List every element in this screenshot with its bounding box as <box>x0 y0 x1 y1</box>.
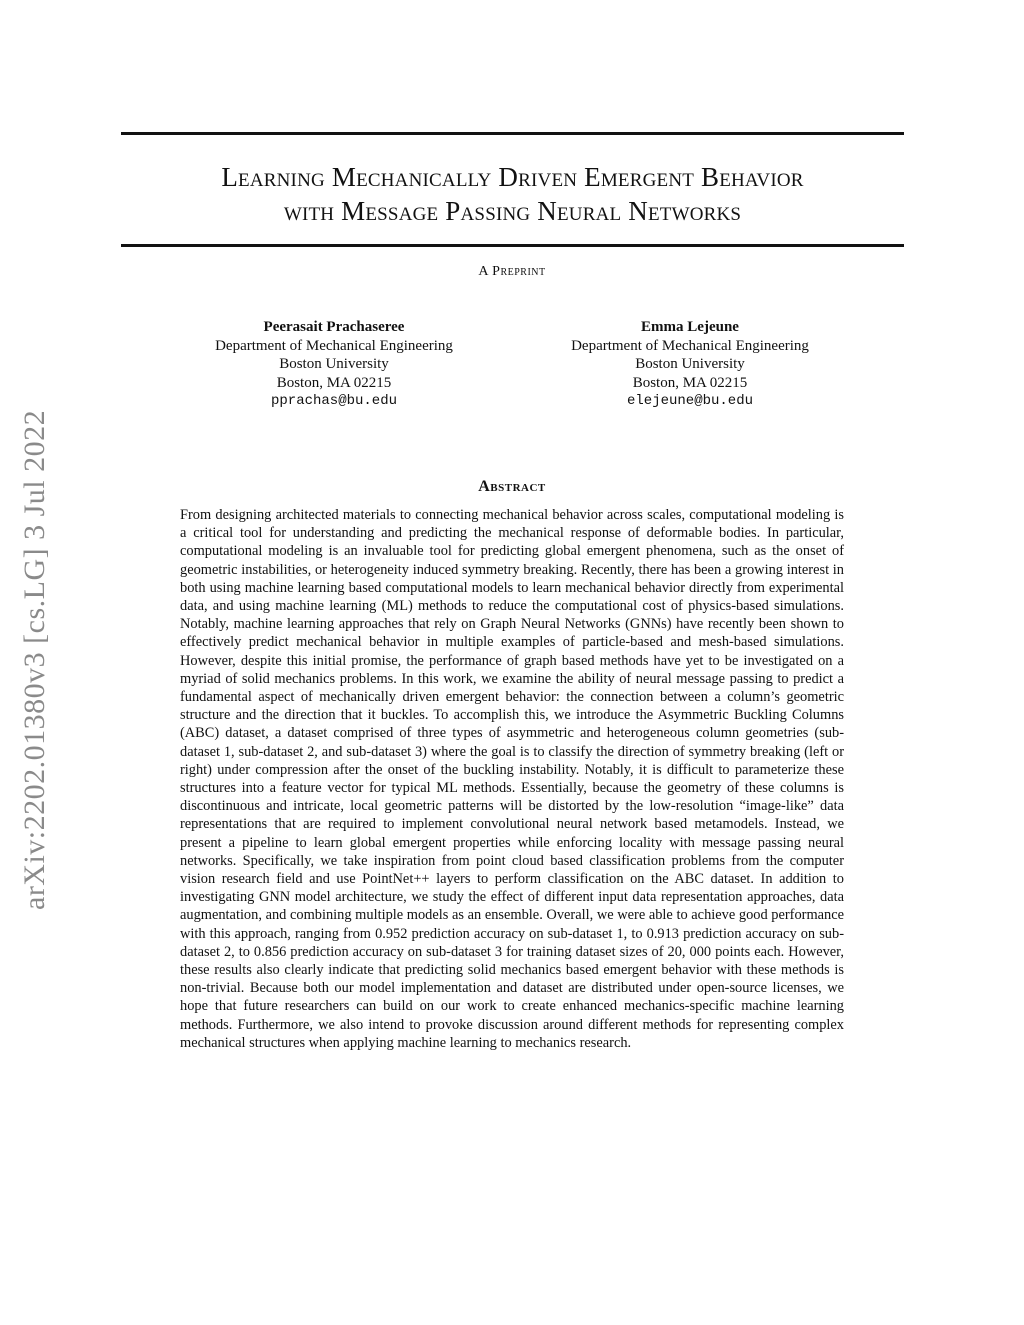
author-email[interactable]: elejeune@bu.edu <box>626 393 754 409</box>
author-block-1 <box>174 318 494 411</box>
author-university: Boston University <box>279 356 389 372</box>
arxiv-identifier-stamp: arXiv:2202.01380v3 [cs.LG] 3 Jul 2022 <box>18 409 51 910</box>
title-top-rule <box>121 132 904 135</box>
paper-title-line-1: Learning Mechanically Driven Emergent Behavior <box>221 162 804 192</box>
author-university: Boston University <box>635 356 745 372</box>
title-bottom-rule <box>121 244 904 247</box>
author-block-2 <box>530 318 850 411</box>
author-email[interactable]: pprachas@bu.edu <box>270 393 398 409</box>
author-location: Boston, MA 02215 <box>632 374 748 391</box>
author-name: Peerasait Prachaseree <box>263 319 405 335</box>
paper-title-line-2: with Message Passing Neural Networks <box>283 196 742 226</box>
author-department: Department of Mechanical Engineering <box>215 337 453 354</box>
preprint-label: A Preprint <box>478 264 546 279</box>
paper-title <box>121 160 904 228</box>
abstract-body: From designing architected materials to connecting mechanical behavior across scales, computational modeling is a critical tool for understanding and predicting the mechanical response of deformable bodies. In particular, computational modeling is an invaluable tool for predicting global emergent phenomena, such as the onset of geometric instabilities, or heterogeneity induced symmetry breaking. Recently, there has been a growing interest in both using machine learning based computational models to learn mechanical behavior directly from experimental data, and using machine learning (ML) methods to reduce the computational cost of physics-based simulations. Notably, machine learning approaches that rely on Graph Neural Networks (GNNs) have recently been shown to effectively predict mechanical behavior in multiple examples of particle-based and mesh-based simulations. However, despite this initial promise, the performance of graph based methods have yet to be investigated on a myriad of solid mechanics problems. In this work, we examine the ability of neural message passing to predict a fundamental aspect of mechanically driven emergent behavior: the connection between a column’s geometric structure and the direction that it buckles. To accomplish this, we introduce the Asymmetric Buckling Columns (ABC) dataset, a dataset comprised of three types of asymmetric and heterogeneous column geometries (sub-dataset 1, sub-dataset 2, and sub-dataset 3) where the goal is to classify the direction of symmetry breaking (left or right) under compression after the onset of the buckling instability. Notably, it is difficult to parameterize these structures into a feature vector for typical ML methods. Essentially, because the geometry of these columns is discontinuous and intricate, local geometric patterns will be distorted by the low-resolution “image-like” data representations that are required to implement convolutional neural network based metamodels. Instead, we present a pipeline to learn global emergent properties while enforcing locality with message passing neural networks. Specifically, we take inspiration from point cloud based classification problems from the computer vision research field and use PointNet++ layers to perform classification on the ABC dataset. In addition to investigating GNN model architecture, we study the effect of different input data representation approaches, data augmentation, and combining multiple models as an ensemble. Overall, we were able to achieve good performance with this approach, ranging from 0.952 prediction accuracy on sub-dataset 1, to 0.913 prediction accuracy on sub-dataset 2, to 0.856 prediction accuracy on sub-dataset 3 for training dataset sizes of 20, 000 points each. However, these results also clearly indicate that predicting solid mechanics based emergent behavior with these methods is non-trivial. Because both our model implementation and dataset are distributed under open-source licenses, we hope that future researchers can build on our work to create enhanced mechanics-specific machine learning methods. Furthermore, we also intend to provoke discussion around different methods for representing complex mechanical structures when applying machine learning to mechanics research. <box>180 507 844 1051</box>
author-department: Department of Mechanical Engineering <box>571 337 809 354</box>
author-name: Emma Lejeune <box>641 319 739 335</box>
abstract-heading: Abstract <box>478 478 546 495</box>
author-location: Boston, MA 02215 <box>276 374 392 391</box>
